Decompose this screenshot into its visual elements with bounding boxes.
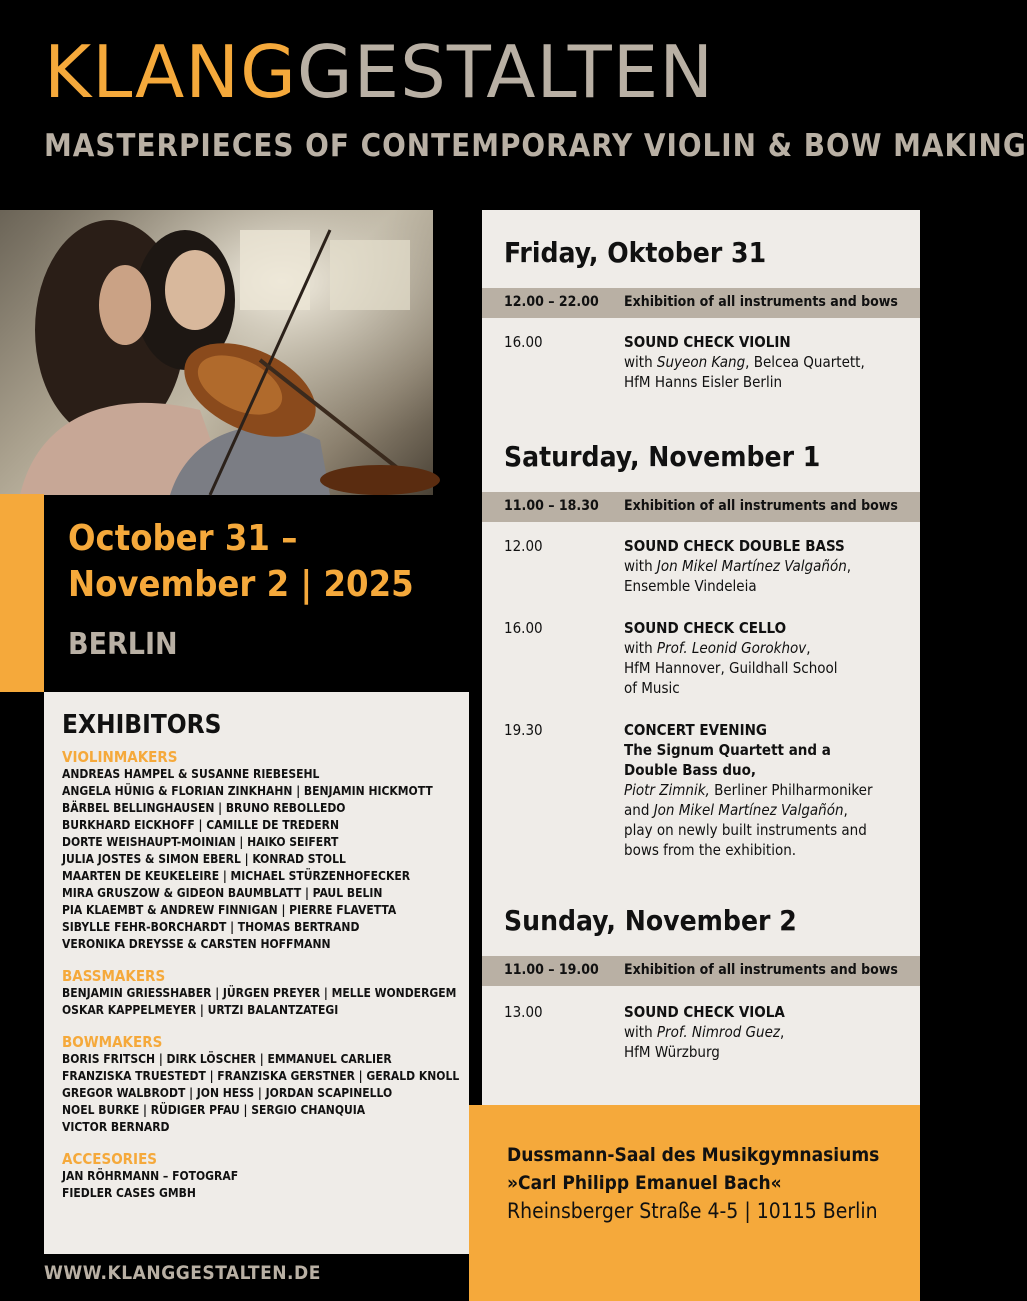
event-body [624, 720, 914, 860]
and-text: and [624, 801, 654, 819]
exhibition-row [482, 288, 920, 318]
event-line [624, 638, 914, 658]
exhibitor-line: BURKHARD EICKHOFF | CAMILLE DE TREDERN [62, 818, 339, 832]
dates-line-1: October 31 – [68, 518, 298, 559]
accent-bar [0, 494, 44, 692]
event-rest: , [843, 801, 848, 819]
exhibitor-line: BENJAMIN GRIESSHABER | JÜRGEN PREYER | MELLE WONDERGEM [62, 986, 457, 1000]
day-title-saturday: Saturday, November 1 [504, 440, 821, 473]
with-text: with [624, 557, 657, 575]
exhibition-desc: Exhibition of all instruments and bows [624, 962, 898, 978]
event-title: CONCERT EVENING [624, 721, 767, 739]
event-line: HfM Hannover, Guildhall School [624, 659, 838, 677]
event-line [624, 800, 914, 820]
event-rest: , [779, 1023, 785, 1041]
event-title: SOUND CHECK CELLO [624, 619, 787, 637]
exhibitor-line: BORIS FRITSCH | DIRK LÖSCHER | EMMANUEL CARLIER [62, 1052, 392, 1066]
event-rest: , [806, 639, 811, 657]
subtitle: MASTERPIECES OF CONTEMPORARY VIOLIN & BOW MAKING [44, 128, 1027, 164]
event-line: play on newly built instruments and [624, 821, 867, 839]
event-subtitle: Double Bass duo, [624, 761, 757, 779]
brand-logo [44, 30, 715, 114]
performer: Prof. Leonid Gorokhov [656, 639, 807, 657]
exhibitor-group-bowmakers [62, 1033, 469, 1136]
event-line [624, 780, 914, 800]
brand-part-gestalten: GESTALTEN [296, 30, 715, 114]
category-heading: ACCESORIES [62, 1150, 158, 1168]
exhibitor-list [62, 985, 469, 1019]
venue-name: Dussmann-Saal des Musikgymnasiums [507, 1144, 880, 1166]
exhibitor-line: MIRA GRUSZOW & GIDEON BAUMBLATT | PAUL BELIN [62, 886, 383, 900]
performer: Jon Mikel Martínez Valgañón [653, 801, 844, 819]
exhibitor-line: NOEL BURKE | RÜDIGER PFAU | SERGIO CHANQUIA [62, 1103, 366, 1117]
exhibition-time: 12.00 – 22.00 [504, 294, 599, 310]
event-title: SOUND CHECK DOUBLE BASS [624, 537, 845, 555]
exhibitor-line: FRANZISKA TRUESTEDT | FRANZISKA GERSTNER | GERALD KNOLL [62, 1069, 460, 1083]
performer: Jon Mikel Martínez Valgañón [656, 557, 847, 575]
exhibition-desc: Exhibition of all instruments and bows [624, 294, 898, 310]
event-time: 16.00 [504, 619, 543, 637]
website-link[interactable]: WWW.KLANGGESTALTEN.DE [44, 1262, 321, 1284]
event-rest: , [846, 557, 852, 575]
exhibition-time: 11.00 – 18.30 [504, 498, 599, 514]
exhibitor-line: MAARTEN DE KEUKELEIRE | MICHAEL STÜRZENHOFECKER [62, 869, 411, 883]
photo-illustration [0, 210, 433, 495]
event-line: HfM Würzburg [624, 1043, 720, 1061]
exhibitor-line: VICTOR BERNARD [62, 1120, 170, 1134]
brand-part-klang: KLANG [44, 30, 297, 114]
exhibitor-list [62, 1051, 469, 1136]
exhibitors-panel [44, 692, 469, 1254]
dates-line-2: November 2 | 2025 [68, 564, 414, 605]
event-time: 16.00 [504, 333, 543, 351]
event-dates [68, 516, 414, 608]
performer: Piotr Zimnik, [624, 781, 710, 799]
exhibitor-group-accesories [62, 1150, 469, 1202]
violinists-photo [0, 210, 433, 495]
event-rest: , Belcea Quartett, [745, 353, 865, 371]
exhibitor-line: SIBYLLE FEHR-BORCHARDT | THOMAS BERTRAND [62, 920, 360, 934]
exhibitor-line: ANDREAS HAMPEL & SUSANNE RIEBESEHL [62, 767, 320, 781]
venue-box [469, 1105, 920, 1301]
exhibition-row [482, 956, 920, 986]
day-title-friday: Friday, Oktober 31 [504, 236, 767, 269]
event-line [624, 352, 914, 372]
exhibitor-line: DORTE WEISHAUPT-MOINIAN | HAIKO SEIFERT [62, 835, 339, 849]
event-line: of Music [624, 679, 680, 697]
event-time: 12.00 [504, 537, 543, 555]
exhibitor-line: OSKAR KAPPELMEYER | URTZI BALANTZATEGI [62, 1003, 339, 1017]
exhibitor-line: PIA KLAEMBT & ANDREW FINNIGAN | PIERRE FLAVETTA [62, 903, 397, 917]
exhibitor-line: JAN RÖHRMANN – FOTOGRAF [62, 1169, 239, 1183]
schedule-panel [482, 210, 920, 1105]
category-heading: VIOLINMAKERS [62, 748, 178, 766]
exhibition-time: 11.00 – 19.00 [504, 962, 599, 978]
exhibitor-line: VERONIKA DREYSSE & CARSTEN HOFFMANN [62, 937, 331, 951]
event-title: SOUND CHECK VIOLIN [624, 333, 791, 351]
event-body [624, 332, 914, 392]
event-title: SOUND CHECK VIOLA [624, 1003, 785, 1021]
exhibitor-list [62, 766, 469, 953]
exhibition-row [482, 492, 920, 522]
exhibition-desc: Exhibition of all instruments and bows [624, 498, 898, 514]
venue-school: »Carl Philipp Emanuel Bach« [507, 1172, 782, 1194]
event-line: Ensemble Vindeleia [624, 577, 757, 595]
event-body [624, 618, 914, 698]
exhibitors-heading: EXHIBITORS [62, 710, 222, 740]
event-time: 19.30 [504, 721, 543, 739]
with-text: with [624, 1023, 657, 1041]
event-line: HfM Hanns Eisler Berlin [624, 373, 783, 391]
with-text: with [624, 639, 657, 657]
with-text: with [624, 353, 657, 371]
exhibitor-line: GREGOR WALBRODT | JON HESS | JORDAN SCAPINELLO [62, 1086, 393, 1100]
event-city: BERLIN [68, 627, 178, 662]
header [0, 0, 1027, 210]
category-heading: BASSMAKERS [62, 967, 166, 985]
exhibitor-line: FIEDLER CASES GMBH [62, 1186, 196, 1200]
exhibitor-list [62, 1168, 469, 1202]
venue-address: Rheinsberger Straße 4-5 | 10115 Berlin [507, 1199, 878, 1223]
performer: Prof. Nimrod Guez [656, 1023, 780, 1041]
category-heading: BOWMAKERS [62, 1033, 163, 1051]
exhibitor-line: BÄRBEL BELLINGHAUSEN | BRUNO REBOLLEDO [62, 801, 346, 815]
event-line [624, 1022, 914, 1042]
event-subtitle: The Signum Quartett and a [624, 741, 831, 759]
event-line: bows from the exhibition. [624, 841, 797, 859]
performer: Suyeon Kang [656, 353, 746, 371]
day-title-sunday: Sunday, November 2 [504, 904, 797, 937]
event-rest: Berliner Philharmoniker [709, 781, 873, 799]
exhibitor-line: ANGELA HÜNIG & FLORIAN ZINKHAHN | BENJAMIN HICKMOTT [62, 784, 433, 798]
exhibitor-line: JULIA JOSTES & SIMON EBERL | KONRAD STOLL [62, 852, 346, 866]
exhibitor-group-bassmakers [62, 967, 469, 1019]
event-time: 13.00 [504, 1003, 543, 1021]
event-body [624, 536, 914, 596]
event-line [624, 556, 914, 576]
event-body [624, 1002, 914, 1062]
exhibitor-group-violinmakers [62, 748, 469, 953]
